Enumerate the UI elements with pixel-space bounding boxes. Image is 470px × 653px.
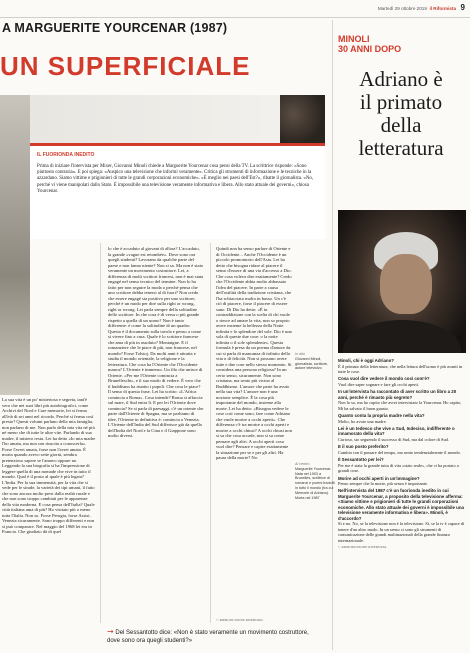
interview-answer: Per me è stata la grande tutta di vita «stato reale», che ci ha portato a grandi cose. — [338, 462, 459, 474]
intro-text: Prima di iniziare l'intervista per Mixer, Giovanni Minoli chiede a Marguerite Yourcenar cosa pensi della TV. La scrittrice risponde: «Sono piuttosto contraria». E poi spiega: «Auspico una televisione che informi veramente». Critica gli strumenti di informazione e le tecniche in la azzardano. Siamo vittime e prigionieri di tutte le grandi corporazioni economiche». «È meglio nei paesi dell'Est?», ribatte il giornalista. «No, perché vi viene manipolati dallo Stato. È impossibile una televisione veramente informativa e libera. Allo stato attuale dei governi», chiosa Yourcenar. — [37, 164, 314, 194]
interview-question: Quanto conta la propria madre nella vita? — [338, 413, 425, 419]
page-date — [378, 6, 456, 11]
article-column-1: La sua vita è un po' misteriosa e segreta, tant'è vero che nei suoi libri più autobiografici, come Archivi del Nord e Care memorie, lei si ferma all'età di sei anni nel ricordo. Perché si ferma così presto? Questi volumi parlano della mia famiglia, non parlano di me. Non parlo della mia vita né più né meno che di tutte le altre vite. Parlando di sua madre, il mistero resta. Lei ha detto «Io mia madre l'ho amata, ma non son riuscita a conoscerla». Forse l'avrei amata, forse non l'avrei amata. È morta quando avevo sette giorni, sembra pretenzioso sapere se l'amavo oppure no. Leggendo la sua biografia si ha l'impressione di leggere quella di una nomade che vive in tutto il mondo. Qual è il posto al quale è più legata? L'India. Per la sua immensità, per la vita che si vede per le strade, la varietà dei tipi umani, il fatto che sono ancora molto presi dalla realtà rurale e che non sono troppo cambiati per le apparenze della vita moderna. E cosa pensa dell'Italia? Quale città italiana ama di più? Ho visitato più o meno tutta l'Italia. Non so. Forse Perugia, forse Assisi. Venezia sicuramente. Sono troppo differenti e non si può comparare. Nel maggio del 1968 lei era in Francia. Che giudizio dà di quel — [2, 397, 96, 534]
headline-line: letteratura — [358, 136, 444, 160]
article-headline: UN SUPERFICIALE — [0, 51, 251, 81]
kicker-line-1: MINOLI — [338, 34, 370, 44]
interview-question: Cosa vuol dire vedere il mondo così com'è? — [338, 376, 430, 382]
interview-answer: È il primato della letteratura, che nella lettura dell'uomo è più avanti in tutte le cose. — [338, 363, 463, 374]
photo-caption-1 — [295, 352, 337, 371]
intro-label: IL FUORIONDA INEDITO — [37, 152, 95, 158]
paper-name: il Riformista — [429, 6, 456, 11]
interview-answer: Non lo so, ma ho capito che avrei intervistato la Yourcenar. Ho capito, Mi ha salvato il buon guasto. — [338, 400, 462, 411]
column-divider — [100, 243, 101, 623]
caption-label: In alto — [295, 352, 306, 356]
page-number: 9 — [460, 3, 465, 12]
interview-answer: Molto, ho avuto una madre. — [338, 418, 387, 424]
pull-quote — [107, 628, 322, 645]
arrow-icon: ➞ — [107, 627, 114, 636]
kicker-line-2: 30 ANNI DOPO — [338, 44, 402, 54]
portrait-face — [380, 254, 432, 314]
minoli-portrait — [338, 210, 466, 353]
column-divider — [210, 243, 211, 623]
headline-line: Adriano è — [359, 67, 443, 91]
article-column-2: lo che è accaduto al giovani di allora? L'accaduto, la grande «vague est retombée». Dove sono ora quegli studenti? Lavorano da qualche parte del paese e non fanno niente? Non si sa. Ma non è stato veramente un movimento costruttore. Lei, a differenza di molti scrittori francesi, non è mai stata engagé nel senso tecnico del termine. Non lo ha fatto per non seguire la moda o perché pensa che uno scrittore debba tenersi al di fuori? Non credo che essere engagé sia positivo per uno scrittore, perché è un modo per dire sulla right or wrong, right or wrong. Lei parla sempre della solitudine dello scrittore. In che cosa è di versa o più grande rispetto a quella di un uomo? Non è tanto differente: è come la solitudine di un quadro. Questo è il documento sulla tavola e penso a come si vivere fino a casa. Quale è lo scrittore francese che ama di più in assoluto? Montaigne. E il romanziere che le piace di più, non francese, nel mondo? Forse Tolstoj. Da molti anni è attratta e studia il mondo orientale, la religione e la letteratura. Che cosa ha l'Oriente che l'Occidente manca? L'Oriente è immenso. Un filo che unisce di Oriente. «Per me l'Oriente comincia a Brunelleschi», e il suo modo di vedere. È vero che il buddismo ha riunito i popoli. Che cosa le piace? Il senso di questa frase. Lei ha scritto: «L'Africa comincia a Roma». Cosa intende? Roma si affaccia sul mare, il Sud entra lì. E per lei l'Oriente dove comincia? Se si parla di paesaggi, c'è un oriente che parte dall'Oriente di Spagna, ma se parliamo di idee, l'Oriente in definitiva è: comincia a Venezia. L'Oriente dell'India del Sud differisce già da quello dell'India del Nord e la Cina e il Giappone sono molto diversi. — [108, 246, 204, 438]
interview-answer: Curioso, sto seguendo il successo di Sud, ma dal colore di Sud. — [338, 436, 449, 442]
pull-quote-text: Del Sessantotto dice: «Non è stato veramente un movimento costruttore, dove sono ora quegli studenti?» — [107, 630, 309, 644]
headline-line: della — [380, 113, 422, 137]
article-column-3: Quindi non ha senso parlare di Oriente e di Occidente... Anche l'Occidente è un piccolo promontorio dell'Asia. Lei ha detto che bisogna ridare al piacere il senso d'essere di una via d'accesso a Dio. Che cosa voleva dire esattamente? Credo che l'Occidente abbia molto abbassato l'idea del piacere. In parte a causa dell'ostilità della tradizione cristiana, che l'ha schiacciato molto in basso. Un c'è ciò di piacere, forse il piacere di essere sano. Di Dio ha detto: «È in contraddizione con la scelta di chi vuole o riesce ad amare la vita, non so proprio avere insieme la bellezza della Notte infinita e lo splendore del sole. Dio è una sola di queste due cose: o la notte infinita o il sole splendente». Questa formula è presa da un poema d'amore da cui si parla di mancanza di infinito della vita o di felicità. Non si possono avere tutte e due cose nello stesso momento. Si considera una persona religiosa? In un certo senso, sicuramente. Non sono cristiana, ma sento più vicino al Buddhismo. L'amore che parte ha avuto nella sua vita? L'amore non è una nozione semplice. È la cosa più importante del mondo, insieme alla morte. Lei ha detto: «Bisogna vedere le cose così come sono, fare come Adriano che vuole morire a occhi aperti». Che differenza c'è tra morire a occhi aperti e morire a occhi chiusi? A occhi chiusi non si sa che cosa accade, non si sa come pensare agli altri. A occhi aperti cosa vuol dire? Pensare e capire esattamente la situazione per se e per gli altri. Ha paura della morte? No. — [216, 246, 292, 460]
photo-caption-2 — [295, 462, 337, 500]
interview-question: Nell'intervista del 1987 c'è un fuorionda inedito in cui Marguerite Yourcenar, a proposito della televisione afferma: «Siamo vittime e prigionieri di tutte le grandi corporazioni economiche. Allo stato attuale dei governi è impossibile una televisione veramente informativa e libera». Minoli, è d'accordo? — [338, 488, 464, 521]
caption-text: Giovanni Minoli, giornalista, scrittore, autore televisivo — [295, 356, 328, 371]
right-kicker — [338, 34, 468, 54]
interview-answer: Cambia con il passare del tempo, ma sento tendenzialmente il mondo. — [338, 449, 461, 455]
caption-label: Al centro — [295, 462, 310, 466]
interview-answer: Vuol dire saper sognare e fare gli occhi aperti. — [338, 381, 420, 387]
left-photo-strip — [0, 95, 30, 395]
portrait-photo-small — [280, 95, 325, 143]
date-text: Martedì 29 ottobre 2019 — [377, 6, 427, 11]
article-kicker: A MARGUERITE YOURCENAR (1987) — [2, 21, 228, 35]
interview-answer: Sì e no. No, se la televisione non è la televisione. Sì, se la tv è capace di tenere d'un altro modo. In un senso ci sono gli strumenti di comunicazione delle grandi multinazionali della grande finanza internazionale. — [338, 521, 465, 543]
interview-answer: Penso sempre che la morte, più senza è importante. — [338, 481, 428, 487]
headline-line: il primato — [359, 90, 443, 114]
caption-text: Marguerite Yourcenar. Nata nel 1903 a Bruxelles, scrittrice di romanzi e poemi tradotti in tutto il mondo (tra cui Memorie di Adriano). Morta nel 1987 — [295, 466, 335, 500]
interview-question: Il Sessantotto per lei? — [338, 457, 384, 463]
interview-question: Morire ad occhi aperti in un'immagine? — [338, 475, 420, 481]
interview-question: In un'intervista ha raccontato di aver scritto un libro a 20 anni, perché è rimasto più segreto? — [338, 389, 457, 400]
intro-box — [30, 143, 325, 239]
interview-question: Minoli, chi è oggi Adriano? — [338, 358, 394, 363]
copyright-note: © RIPRODUZIONE RISERVATA — [216, 618, 263, 622]
interview-text — [338, 358, 466, 648]
right-headline — [335, 68, 467, 160]
interview-question: Lei è un tedesco che vive a Sud, Indeciso, indifferente o innamorato della vita? — [338, 425, 455, 437]
portrait-shoulders — [343, 320, 461, 353]
interview-question: E il suo posto preferito? — [338, 444, 389, 450]
page-divider — [332, 20, 333, 650]
copyright-note: © RIPRODUZIONE RISERVATA — [338, 545, 387, 550]
